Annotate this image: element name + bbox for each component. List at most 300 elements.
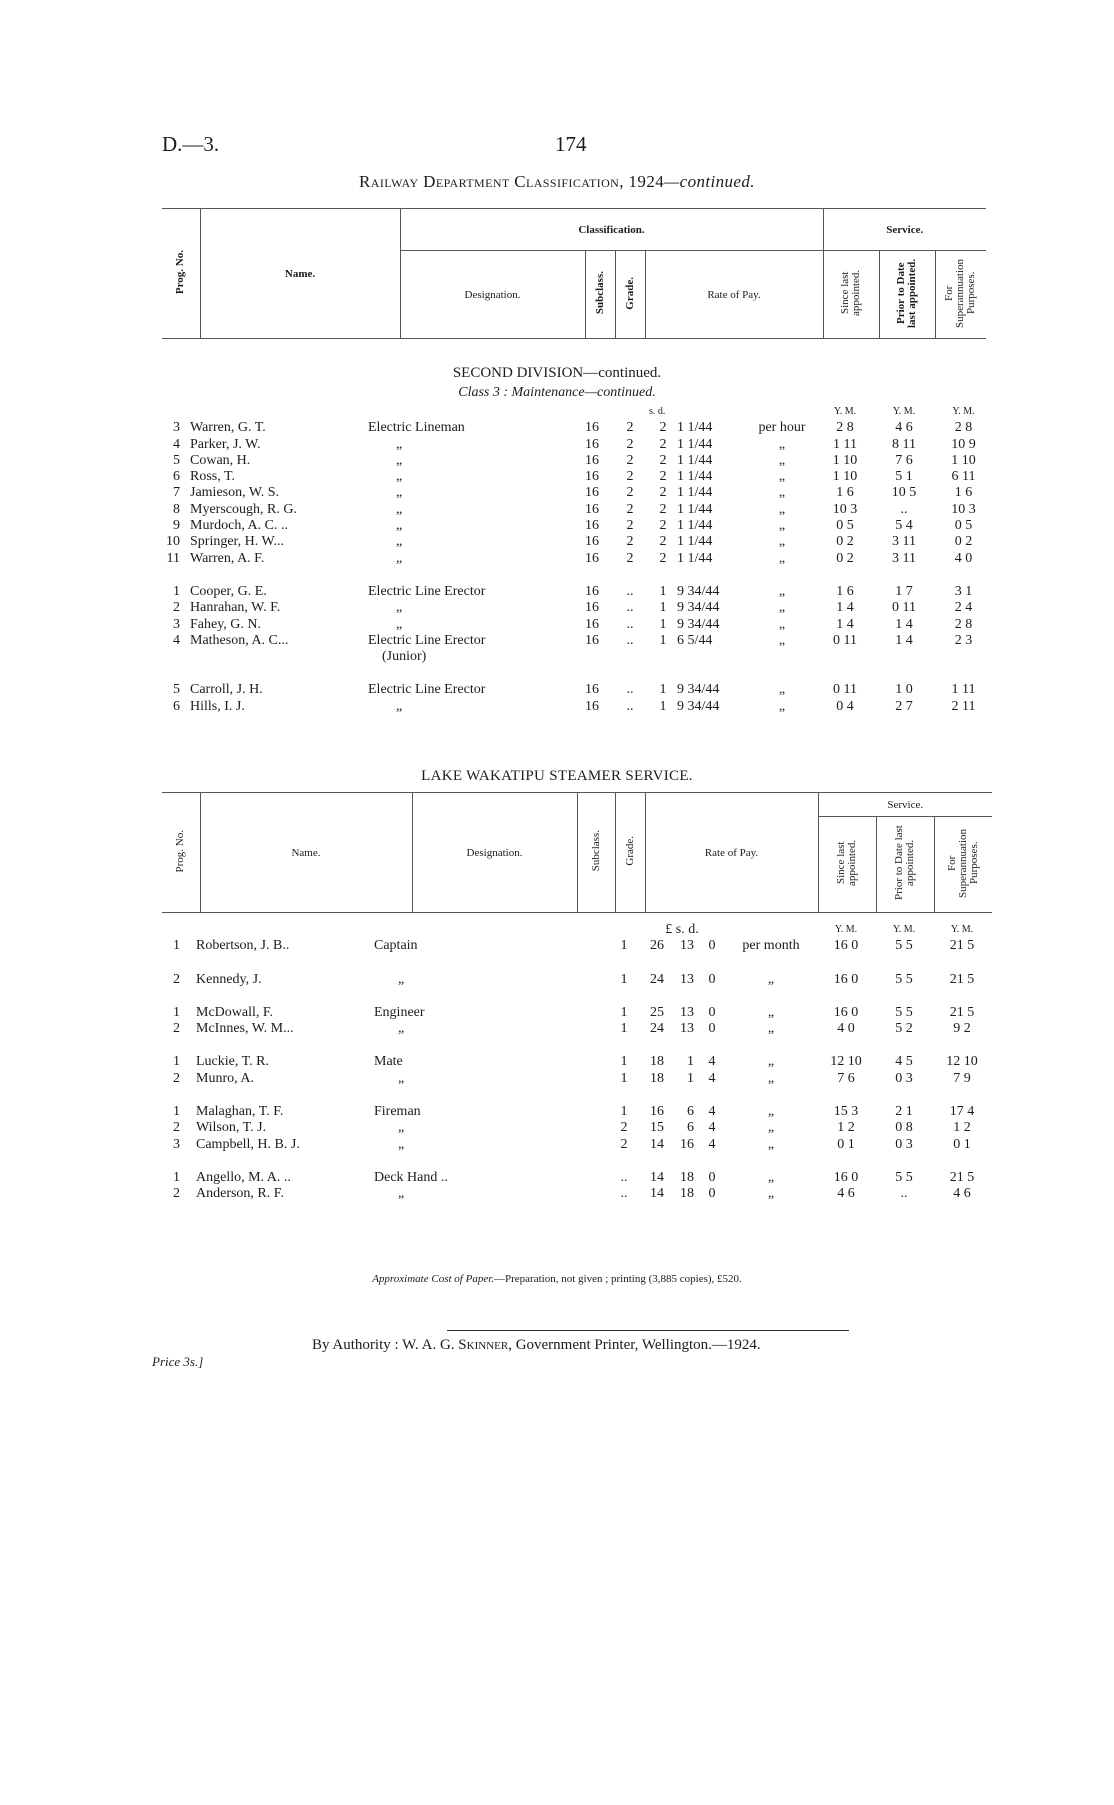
prior-to-date: 0 3 [895, 1136, 913, 1152]
spacer-cell [368, 955, 548, 972]
designation: „ [398, 1136, 405, 1152]
spacer-cell [698, 1153, 726, 1170]
pay-pounds: 15 [650, 1120, 664, 1136]
spacer-cell [548, 1037, 610, 1054]
grade: 1 [620, 1021, 628, 1037]
since-last-appointed: 0 5 [836, 518, 854, 534]
grade: 1 [620, 1004, 628, 1020]
lake-header-superannuation: For Superannuation Purposes. [945, 828, 980, 898]
units-row [162, 404, 992, 420]
pay-shillings: 1 [687, 1070, 694, 1086]
pay-period: „ [767, 1021, 775, 1037]
spacer-cell [677, 567, 747, 584]
subclass: 16 [585, 518, 599, 534]
spacer-cell [873, 649, 935, 665]
spacer-cell [816, 988, 876, 1005]
pay-period: „ [778, 600, 786, 616]
table-row [162, 1054, 992, 1070]
pay-pence: 1 1/44 [677, 518, 713, 534]
spacer-cell [932, 955, 992, 972]
group-gap [162, 1087, 992, 1104]
spacer-cell [668, 1037, 698, 1054]
spacer-cell [190, 649, 368, 665]
prior-to-date: 10 5 [891, 485, 917, 501]
header-superannuation: For Superannuation Purposes. [943, 258, 978, 328]
since-last-appointed: 1 11 [833, 436, 857, 452]
group-gap [162, 1037, 992, 1054]
spacer-cell [190, 1037, 368, 1054]
grade: 2 [626, 518, 634, 534]
table-row [162, 682, 992, 698]
pay-shillings: 6 [687, 1104, 694, 1120]
spacer-cell [932, 1087, 992, 1104]
header-prior-to: Prior to Date last appointed. [895, 258, 918, 328]
prior-to-date: 2 1 [895, 1104, 913, 1120]
spacer-cell [668, 988, 698, 1005]
spacer-cell [368, 922, 548, 938]
superannuation: 4 6 [953, 1186, 971, 1202]
prog-no: 2 [173, 971, 180, 987]
table-row [162, 502, 992, 518]
spacer-cell [726, 955, 816, 972]
superannuation: 21 5 [949, 938, 975, 954]
employee-name: McDowall, F. [196, 1004, 274, 1020]
spacer-cell [638, 1153, 668, 1170]
spacer-cell [668, 955, 698, 972]
pay-shillings: 1 [659, 583, 667, 599]
since-last-appointed: 1 6 [836, 485, 854, 501]
prior-to-date: 5 5 [895, 1004, 913, 1020]
table-row [162, 1120, 992, 1136]
subclass: 16 [585, 436, 599, 452]
spacer-cell [162, 1153, 190, 1170]
prog-no: 3 [173, 1136, 180, 1152]
pay-pence: 4 [708, 1136, 716, 1152]
spacer-cell [610, 922, 638, 938]
employee-name: McInnes, W. M... [196, 1021, 294, 1037]
pay-shillings: 1 [659, 632, 667, 648]
pay-period: „ [767, 971, 775, 987]
prior-to-date: 5 5 [895, 938, 913, 954]
lake-header-grade: Grade. [623, 836, 636, 866]
prog-no: 2 [173, 1021, 180, 1037]
prog-no: 1 [173, 1054, 180, 1070]
grade: 2 [626, 452, 634, 468]
lake-wakatipu-title: LAKE WAKATIPU STEAMER SERVICE. [421, 768, 693, 784]
pay-pence: 0 [708, 1169, 716, 1185]
money-units: £ s. d. [665, 922, 699, 937]
pay-period: „ [778, 485, 786, 501]
grade: 2 [626, 550, 634, 566]
employee-name: Robertson, J. B.. [196, 938, 290, 954]
superannuation: 1 6 [954, 485, 973, 501]
superannuation: 1 11 [951, 682, 976, 698]
subclass: 16 [585, 452, 599, 468]
designation: „ [396, 534, 403, 550]
grade: 2 [626, 501, 634, 517]
pay-pence: 9 34/44 [677, 616, 720, 632]
pay-pence: 9 34/44 [677, 600, 720, 616]
spacer-cell [677, 649, 747, 665]
spacer-cell [548, 922, 610, 938]
spacer-cell [611, 665, 649, 682]
employee-name: Munro, A. [196, 1070, 254, 1086]
spacer-cell [876, 1153, 932, 1170]
designation: Electric Line Erector [368, 583, 486, 599]
designation: „ [396, 452, 403, 468]
prior-to-date: 0 11 [892, 600, 916, 616]
employee-name: Ross, T. [190, 469, 235, 485]
prog-no: 2 [173, 600, 180, 616]
pay-pence: 1 1/44 [677, 469, 713, 485]
subclass: 16 [585, 550, 599, 566]
authority-prefix: By Authority : W. A. G. [312, 1337, 459, 1353]
subclass: 16 [585, 469, 599, 485]
header-designation: Designation. [464, 288, 521, 301]
spacer-cell [698, 988, 726, 1005]
spacer-cell [932, 1037, 992, 1054]
since-last-appointed: 15 3 [833, 1104, 859, 1120]
spacer-cell [548, 938, 610, 954]
since-last-appointed: 16 0 [833, 1004, 859, 1020]
employee-name: Angello, M. A. .. [196, 1169, 291, 1185]
prog-no: 1 [173, 1004, 180, 1020]
pay-pence: 1 1/44 [677, 485, 713, 501]
pay-shillings: 2 [659, 534, 667, 550]
prog-no: 6 [173, 698, 180, 714]
prior-to-date: 5 5 [895, 971, 913, 987]
spacer-cell [935, 567, 992, 584]
spacer-cell [162, 567, 190, 584]
spacer-cell [548, 972, 610, 988]
spacer-cell [932, 1153, 992, 1170]
prog-no: 6 [173, 469, 180, 485]
prior-to-date: 3 11 [892, 550, 916, 566]
pay-pounds: 16 [650, 1104, 664, 1120]
lake-table-body [162, 922, 992, 1203]
spacer-cell [726, 1087, 816, 1104]
lake-header-designation: Designation. [466, 846, 523, 859]
employee-name: Wilson, T. J. [196, 1120, 267, 1136]
table-row [162, 1021, 992, 1037]
superannuation: 0 5 [954, 518, 973, 534]
since-units: Y. M. [834, 924, 858, 935]
pay-period: „ [767, 1120, 775, 1136]
employee-name: Kennedy, J. [196, 971, 262, 987]
pay-pence: 1 1/44 [677, 436, 713, 452]
pay-shillings: 2 [659, 436, 667, 452]
spacer-cell [816, 1037, 876, 1054]
pay-pence: 0 [708, 1186, 716, 1202]
spacer-cell [726, 988, 816, 1005]
grade: .. [626, 682, 634, 698]
table-row [162, 1071, 992, 1087]
prog-no: 1 [173, 1169, 180, 1185]
spacer-cell [548, 1087, 610, 1104]
since-last-appointed: 0 1 [837, 1136, 855, 1152]
spacer-cell [162, 665, 190, 682]
classification-table-body [162, 404, 992, 715]
prior-to-date: 1 4 [895, 632, 913, 648]
spacer-cell [190, 955, 368, 972]
employee-name: Matheson, A. C... [190, 632, 289, 648]
lake-table-header [162, 792, 992, 913]
superannuation: 3 1 [954, 583, 973, 599]
spacer-cell [698, 955, 726, 972]
pay-period: per month [742, 938, 800, 954]
spacer-cell [611, 649, 649, 665]
prog-no: 2 [173, 1070, 180, 1086]
spacer-cell [162, 922, 190, 938]
since-last-appointed: 16 0 [833, 971, 859, 987]
designation: Electric Lineman [368, 420, 465, 436]
grade: 1 [620, 938, 628, 954]
since-last-appointed: 0 2 [836, 550, 854, 566]
employee-name: Malaghan, T. F. [196, 1104, 284, 1120]
prior-units: Y. M. [892, 406, 916, 417]
employee-name: Luckie, T. R. [196, 1054, 269, 1070]
designation: „ [398, 971, 405, 987]
prior-to-date: 7 6 [895, 452, 913, 468]
grade: 1 [620, 971, 628, 987]
header-since-last: Since last appointed. [839, 269, 862, 317]
pay-pounds: 25 [650, 1004, 664, 1020]
subclass: 16 [585, 698, 599, 714]
spacer-cell [190, 1153, 368, 1170]
table-row [162, 469, 992, 485]
since-last-appointed: 10 3 [832, 501, 858, 517]
group-gap [162, 955, 992, 972]
pay-period: „ [778, 501, 786, 517]
classification-table-header [162, 208, 986, 339]
grade: 2 [626, 436, 634, 452]
pay-pence: 4 [708, 1054, 716, 1070]
grade: 2 [626, 469, 634, 485]
spacer-cell [677, 665, 747, 682]
spacer-cell [368, 665, 573, 682]
spacer-cell [698, 1037, 726, 1054]
spacer-cell [162, 955, 190, 972]
pay-period: „ [778, 682, 786, 698]
grade: .. [626, 600, 634, 616]
spacer-cell [548, 1104, 610, 1120]
table-row-continued [162, 649, 992, 665]
table-row [162, 420, 992, 436]
pay-shillings: 2 [659, 501, 667, 517]
spacer-cell [611, 404, 649, 420]
class-heading: Class 3 : Maintenance—continued. [458, 385, 656, 400]
pay-pounds: 24 [650, 1021, 664, 1037]
grade: 1 [620, 1070, 628, 1086]
grade: 1 [620, 1054, 628, 1070]
since-last-appointed: 16 0 [833, 938, 859, 954]
designation: Engineer [374, 1004, 425, 1020]
since-last-appointed: 1 4 [836, 600, 854, 616]
prior-to-date: 1 7 [895, 583, 913, 599]
spacer-cell [610, 1087, 638, 1104]
pay-period: „ [778, 518, 786, 534]
pay-shillings: 2 [659, 420, 667, 436]
prog-no: 5 [173, 682, 180, 698]
spacer-cell [747, 567, 817, 584]
pay-shillings: 2 [659, 452, 667, 468]
lake-header-since-last: Since last appointed. [835, 839, 858, 887]
table-row [162, 1186, 992, 1202]
superannuation: 21 5 [949, 1169, 975, 1185]
spacer-cell [368, 988, 548, 1005]
pay-pence: 4 [708, 1070, 716, 1086]
spacer-cell [817, 649, 873, 665]
prog-no: 4 [173, 632, 180, 648]
spacer-cell [162, 649, 190, 665]
grade: .. [620, 1169, 628, 1185]
cost-text: —Preparation, not given ; printing (3,885 copies), £520. [494, 1273, 742, 1285]
designation: Deck Hand .. [374, 1169, 448, 1185]
authority-rule [447, 1330, 849, 1331]
since-last-appointed: 7 6 [837, 1070, 855, 1086]
since-last-appointed: 12 10 [830, 1054, 862, 1070]
header-rate-of-pay: Rate of Pay. [707, 288, 761, 301]
division-heading: SECOND DIVISION—continued. [452, 365, 662, 381]
spacer-cell [610, 1153, 638, 1170]
subclass: 16 [585, 534, 599, 550]
spacer-cell [190, 922, 368, 938]
header-classification: Classification. [578, 223, 645, 236]
prog-no: 8 [173, 501, 180, 517]
table-row [162, 551, 992, 567]
employee-name: Jamieson, W. S. [190, 485, 280, 501]
since-last-appointed: 0 4 [836, 698, 854, 714]
pay-shillings: 13 [680, 938, 694, 954]
money-units: s. d. [649, 406, 666, 417]
subclass: 16 [585, 485, 599, 501]
pay-pence: 0 [708, 938, 716, 954]
spacer-cell [190, 1087, 368, 1104]
spacer-cell [873, 665, 935, 682]
table-row [162, 1005, 992, 1021]
pay-period: „ [767, 1186, 775, 1202]
subclass: 16 [585, 420, 599, 436]
spacer-cell [548, 1021, 610, 1037]
spacer-cell [668, 1153, 698, 1170]
pay-pence: 9 34/44 [677, 698, 720, 714]
employee-name: Anderson, R. F. [196, 1186, 284, 1202]
lake-header-rate-of-pay: Rate of Pay. [704, 846, 759, 859]
spacer-cell [638, 1037, 668, 1054]
subclass: 16 [585, 600, 599, 616]
pay-period: „ [778, 436, 786, 452]
pay-shillings: 16 [680, 1136, 694, 1152]
pay-period: „ [767, 1104, 775, 1120]
superannuation: 10 9 [951, 436, 976, 452]
pay-period: „ [778, 583, 786, 599]
prior-to-date: 5 2 [895, 1021, 913, 1037]
pay-shillings: 18 [680, 1169, 694, 1185]
spacer-cell [368, 1153, 548, 1170]
header-prog-no: Prog. No. [174, 249, 187, 295]
spacer-cell [726, 1153, 816, 1170]
since-last-appointed: 1 2 [837, 1120, 855, 1136]
pay-shillings: 18 [680, 1186, 694, 1202]
spacer-cell [876, 955, 932, 972]
pay-pence: 6 5/44 [677, 632, 713, 648]
railway-title-text: Railway Department Classification, 1924 [359, 172, 665, 191]
spacer-cell [816, 955, 876, 972]
grade: 2 [620, 1120, 628, 1136]
prior-to-date: 5 4 [895, 518, 913, 534]
designation: Electric Line Erector [368, 632, 486, 648]
spacer-cell [573, 649, 611, 665]
spacer-cell [548, 1071, 610, 1087]
pay-pence: 0 [708, 971, 716, 987]
designation: „ [396, 518, 403, 534]
prog-no: 2 [173, 1186, 180, 1202]
pay-shillings: 2 [659, 485, 667, 501]
pay-pence: 9 34/44 [677, 682, 720, 698]
table-row [162, 453, 992, 469]
pay-pounds: 14 [650, 1186, 664, 1202]
pay-period: „ [767, 1136, 775, 1152]
superannuation: 9 2 [953, 1021, 971, 1037]
authority-line [312, 1337, 761, 1354]
table-row [162, 1170, 992, 1186]
employee-name: Springer, H. W... [190, 534, 284, 550]
superannuation: 7 9 [953, 1070, 971, 1086]
employee-name: Hills, I. J. [190, 698, 245, 714]
header-name: Name. [284, 267, 316, 280]
prog-no: 1 [173, 1104, 180, 1120]
pay-pounds: 18 [650, 1054, 664, 1070]
spacer-cell [190, 567, 368, 584]
pay-shillings: 13 [680, 1004, 694, 1020]
prior-to-date: 4 6 [895, 420, 913, 436]
employee-name: Parker, J. W. [190, 436, 261, 452]
prog-no: 1 [173, 583, 180, 599]
spacer-cell [368, 1037, 548, 1054]
spacer-cell [548, 1137, 610, 1153]
spacer-cell [573, 567, 611, 584]
pay-shillings: 13 [680, 971, 694, 987]
superannuation: 12 10 [946, 1054, 978, 1070]
lake-header-prior-to: Prior to Date last appointed. [893, 825, 916, 901]
prior-to-date: 5 1 [895, 469, 913, 485]
designation: Fireman [374, 1104, 421, 1120]
cost-label: Approximate Cost of Paper. [372, 1273, 495, 1285]
super-units: Y. M. [950, 924, 974, 935]
employee-name: Warren, G. T. [190, 420, 266, 436]
subclass: 16 [585, 616, 599, 632]
authority-name: Skinner [458, 1337, 509, 1353]
pay-shillings: 2 [659, 550, 667, 566]
designation: „ [396, 600, 403, 616]
superannuation: 10 3 [951, 501, 976, 517]
superannuation: 2 8 [954, 616, 973, 632]
units-row [162, 922, 992, 938]
prog-no: 4 [173, 436, 180, 452]
superannuation: 1 2 [953, 1120, 971, 1136]
spacer-cell [190, 404, 368, 420]
table-row [162, 534, 992, 550]
superannuation: 2 11 [951, 698, 976, 714]
since-last-appointed: 0 11 [833, 682, 857, 698]
spacer-cell [816, 1087, 876, 1104]
spacer-cell [638, 955, 668, 972]
since-units: Y. M. [833, 406, 857, 417]
prior-to-date: 1 0 [895, 682, 913, 698]
table-row [162, 600, 992, 616]
spacer-cell [638, 1087, 668, 1104]
since-last-appointed: 1 6 [836, 583, 854, 599]
